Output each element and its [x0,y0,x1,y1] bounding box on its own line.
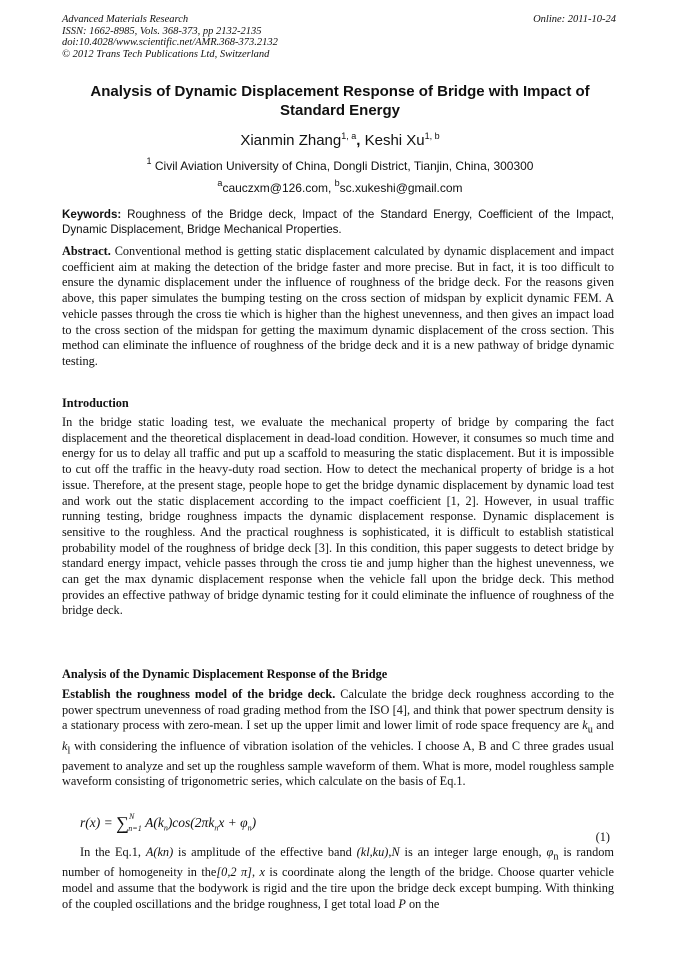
symbol-ku-sub: u [587,724,593,736]
summation-symbol: ∑ [116,813,129,833]
affiliation-mark: 1 [146,156,152,166]
paragraph-text: is amplitude of the effective band [173,845,357,859]
paragraph-text: on the [405,896,440,911]
paragraph-text: is an integer large enough, [399,845,547,859]
keywords-text: Roughness of the Bridge deck, Impact of the Standard Energy, Coefficient of the Impact, Dynamic Displacement, Bridge Mechanical Properties. [62,208,614,236]
affiliation [62,156,618,174]
equation-explanation-paragraph [62,845,614,912]
paragraph-text: Calculate the bridge deck roughness according to the power spectrum unevenness of road grading method from the ISO [4], and think that power spectrum density is a stationary process with zero-mean. I set up the upper limit and lower limit of rode space frequency are [62,687,614,733]
paragraph-text: and [592,718,614,733]
symbol-p: P [398,896,406,911]
summation-upper: N [128,812,135,821]
section-heading-introduction: Introduction [62,396,129,410]
abstract-label: Abstract. [62,244,111,258]
keywords-label: Keywords: [62,208,122,221]
author-affiliation-mark: 1, b [424,131,440,141]
paragraph-text: is coordinate along the length of the bridge. Choose quarter vehicle model and assume that the bodywork is rigid and the tire upon the bridge deck except bumping. With thinking of the coupled oscillations and the bridge roughness, I get total load [62,865,614,911]
symbol-kl-sub: l [67,745,71,757]
email-mark: a [217,178,223,188]
abstract [62,244,614,370]
journal-issn: ISSN: 1662-8985, Vols. 368-373, pp 2132-2135 [62,25,262,37]
online-date: Online: 2011-10-24 [533,14,616,25]
author-emails [62,178,618,196]
equation-term: A(k [145,815,164,830]
symbol-x: x [259,865,265,880]
journal-name: Advanced Materials Research [62,14,189,25]
journal-doi: doi:10.4028/www.scientific.net/AMR.368-373.2132 [62,37,278,49]
journal-copyright: © 2012 Trans Tech Publications Ltd, Switzerland [62,48,270,60]
author-separator: , [356,132,365,149]
email-mark: b [334,178,340,188]
equation-lhs: r(x) = [80,815,117,830]
paragraph-text: In the Eq.1, [80,845,146,859]
equation-sub: n [214,823,219,833]
paragraph-text: with considering the influence of vibration isolation of the vehicles. I choose A, B and C three grades usual pavement to analyze and set up the roughless sample waveform of them. What is more, model roughless sample waveform consisting of trigonometric series, which calculate on the basis of Eq.1. [62,738,614,789]
equation-1 [80,813,256,834]
symbol-n: N [391,845,400,859]
author-name: Xianmin Zhang [240,132,342,149]
paragraph-lead: Establish the roughness model of the bridge deck. [62,687,336,701]
symbol-phi-sub: n [553,851,559,863]
equation-sub: n [247,823,252,833]
paragraph-text: , [388,845,392,859]
author-affiliation-mark: 1, a [341,131,357,141]
introduction-paragraph: In the bridge static loading test, we evaluate the mechanical property of bridge by comparing the fact displacement and the theoretical displacement in dead-load condition. However, it consumes so much time and energy for us to delay all traffic and put up a scaffold to measuring the static displacement. But it is impossible to cut off the traffic in the heavy-duty road section. How to detect the mechanical property of bridge is a hot issue. Therefore, at the present stage, people hope to get the bridge dynamic displacement by dynamic load test and work out the static displacement according to the impact coefficient [1, 2]. However, in usual traffic running testing, bridge roughness impacts the dynamic displacement response. Dynamic displacement is sensitive to the roughless. And the practical roughness is sophisticated, it is difficult to establish statistical probability model of the roughness of bridge deck [3]. In this condition, this paper suggests to detect bridge by standard energy impact, vehicle passes through the cross tie and jump higher than the highest unevenness, we can get the max dynamic displacement response when the vehicle fall upon the bridge deck. This method provides an effective pathway of bridge dynamic testing for it could eliminate the influence of roughness of the bridge deck. [62,415,614,618]
symbol-band: (kl,ku) [356,845,389,859]
symbol-akn: A(kn) [145,845,174,859]
keywords [62,208,614,237]
paper-title: Analysis of Dynamic Displacement Response of Bridge with Impact of Standard Energy [90,83,590,119]
symbol-phi: φ [546,845,554,859]
paragraph-text: is random number of homogeneity in the [62,845,614,880]
equation-term: ) [251,815,257,830]
author-line [62,132,618,150]
roughness-paragraph [62,687,614,790]
email-b: sc.xukeshi@gmail.com [339,181,463,195]
summation-lower: n=1 [128,824,142,833]
symbol-ku: k [582,718,588,733]
symbol-range: [0,2 π] [216,865,252,880]
paragraph-text: , [251,865,260,880]
equation-term: )cos(2πk [167,815,215,830]
equation-number: (1) [595,830,610,844]
section-heading-analysis: Analysis of the Dynamic Displacement Response of the Bridge [62,667,388,681]
abstract-text: Conventional method is getting static displacement calculated by dynamic displacement and impact coefficient aim at making the detection of the bridge faster and more precise. But in fact, it is too difficult to ensure the dynamic displacement under the influence of roughness of the bridge deck. For the reasons given above, this paper simulates the bumping testing on the cross section of midspan by explicit dynamic FEM. A vehicle passes through the cross tie which is higher than the highest unevenness, and then gives an impact load to the cross section of the midspan for getting the maximum dynamic displacement of the cross section. This method can eliminate the influence of roughness of the bridge deck and it is a new pathway of bridge dynamic testing. [62,244,614,368]
equation-term: x + φ [218,815,248,830]
email-a: cauczxm@126.com, [222,181,335,195]
author-name: Keshi Xu [364,132,425,149]
symbol-kl: k [62,738,68,753]
equation-sub: n [163,823,168,833]
journal-header [62,14,618,60]
affiliation-text: Civil Aviation University of China, Dongli District, Tianjin, China, 300300 [154,159,534,173]
